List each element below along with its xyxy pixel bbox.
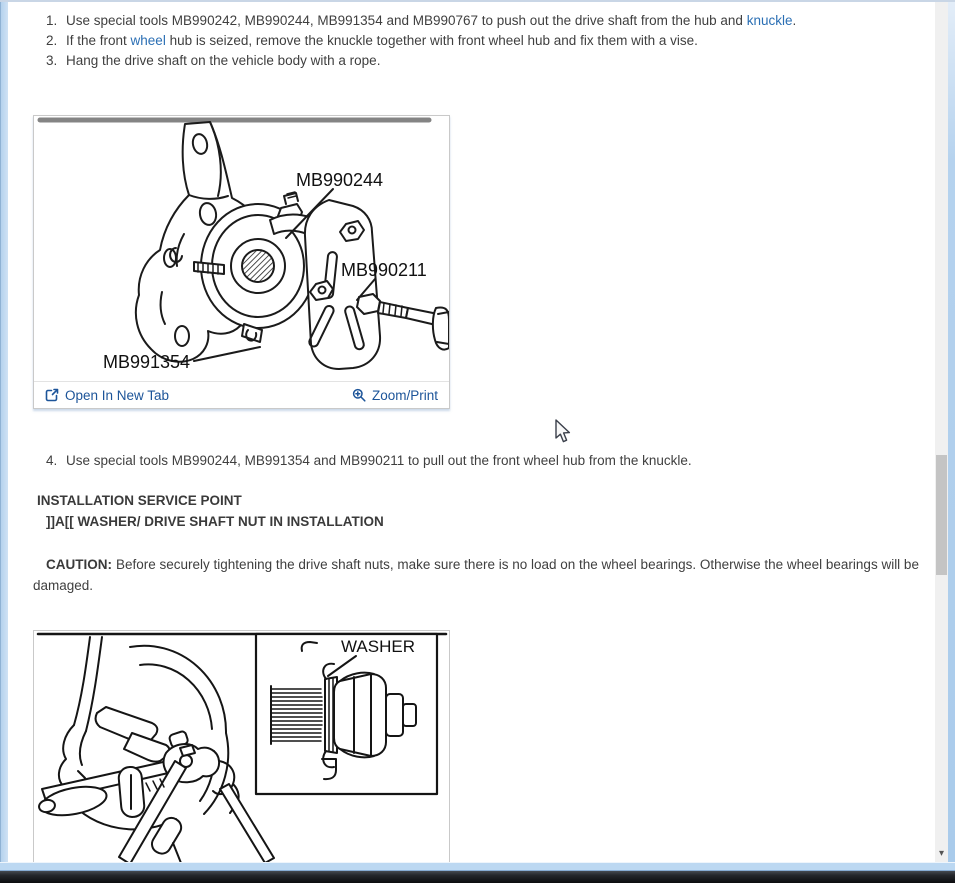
installation-service-point-heading: INSTALLATION SERVICE POINT xyxy=(37,493,242,508)
caution-label: CAUTION: xyxy=(46,557,112,572)
zoom-print-link[interactable] xyxy=(352,388,438,403)
figure-label-mb991354: MB991354 xyxy=(103,352,191,372)
figure-label-mb990211: MB990211 xyxy=(341,260,427,280)
list-number: 3. xyxy=(46,53,58,68)
open-in-new-tab-label: Open In New Tab xyxy=(65,387,170,403)
step-text xyxy=(66,31,698,51)
figure-hub-puller xyxy=(33,115,450,409)
window-border-bottom xyxy=(0,862,955,871)
open-in-new-tab-link[interactable] xyxy=(45,388,169,403)
figure-label-mb990244: MB990244 xyxy=(296,170,384,190)
list-item xyxy=(46,51,796,71)
figure-link-bar xyxy=(34,381,449,408)
mouse-cursor xyxy=(555,419,573,445)
list-item xyxy=(46,31,796,51)
caution-paragraph xyxy=(33,554,919,596)
step-text-segment: . xyxy=(792,13,797,28)
hub-puller-diagram xyxy=(34,116,449,381)
knuckle-link[interactable]: knuckle xyxy=(746,13,793,28)
window-border-right xyxy=(948,2,955,862)
step-text-segment: If the front xyxy=(66,33,131,48)
washer-drive-shaft-nut-subheading: ]]A[[ WASHER/ DRIVE SHAFT NUT IN INSTALLATION xyxy=(46,514,384,529)
wheel-link[interactable]: wheel xyxy=(130,33,166,48)
list-item xyxy=(46,451,692,471)
list-number: 2. xyxy=(46,33,58,48)
step-text: Use special tools MB990244, MB991354 and MB990211 to pull out the front wheel hub from the knuckle. xyxy=(66,453,692,468)
step-text: Hang the drive shaft on the vehicle body with a rope. xyxy=(66,53,381,68)
window-border-top xyxy=(0,0,955,2)
step-text xyxy=(66,11,796,31)
document-content xyxy=(8,2,935,862)
figure-label-washer: WASHER xyxy=(341,637,415,656)
figure-washer-nut xyxy=(33,630,450,862)
step-text-segment: Use special tools MB990242, MB990244, MB991354 and MB990767 to push out the drive shaft from the hub and xyxy=(66,13,747,28)
vertical-scrollbar[interactable] xyxy=(935,2,948,862)
washer-nut-diagram xyxy=(34,631,449,862)
window-border-left xyxy=(0,2,8,862)
caution-text: Before securely tightening the drive shaft nuts, make sure there is no load on the wheel bearings. Otherwise the wheel bearings will be damaged. xyxy=(33,557,919,593)
zoom-print-icon xyxy=(352,388,366,402)
list-item xyxy=(46,11,796,31)
list-number: 1. xyxy=(46,13,58,28)
scrollbar-thumb[interactable] xyxy=(936,455,947,575)
scroll-down-icon: ▾ xyxy=(938,848,945,859)
scrollbar-down-button[interactable] xyxy=(935,846,948,862)
instruction-list xyxy=(46,11,796,71)
step-text-segment: hub is seized, remove the knuckle together with front wheel hub and fix them with a vise. xyxy=(165,33,698,48)
taskbar-edge xyxy=(0,871,955,883)
open-in-new-tab-icon xyxy=(45,388,59,402)
list-number: 4. xyxy=(46,453,58,468)
zoom-print-label: Zoom/Print xyxy=(371,387,438,403)
